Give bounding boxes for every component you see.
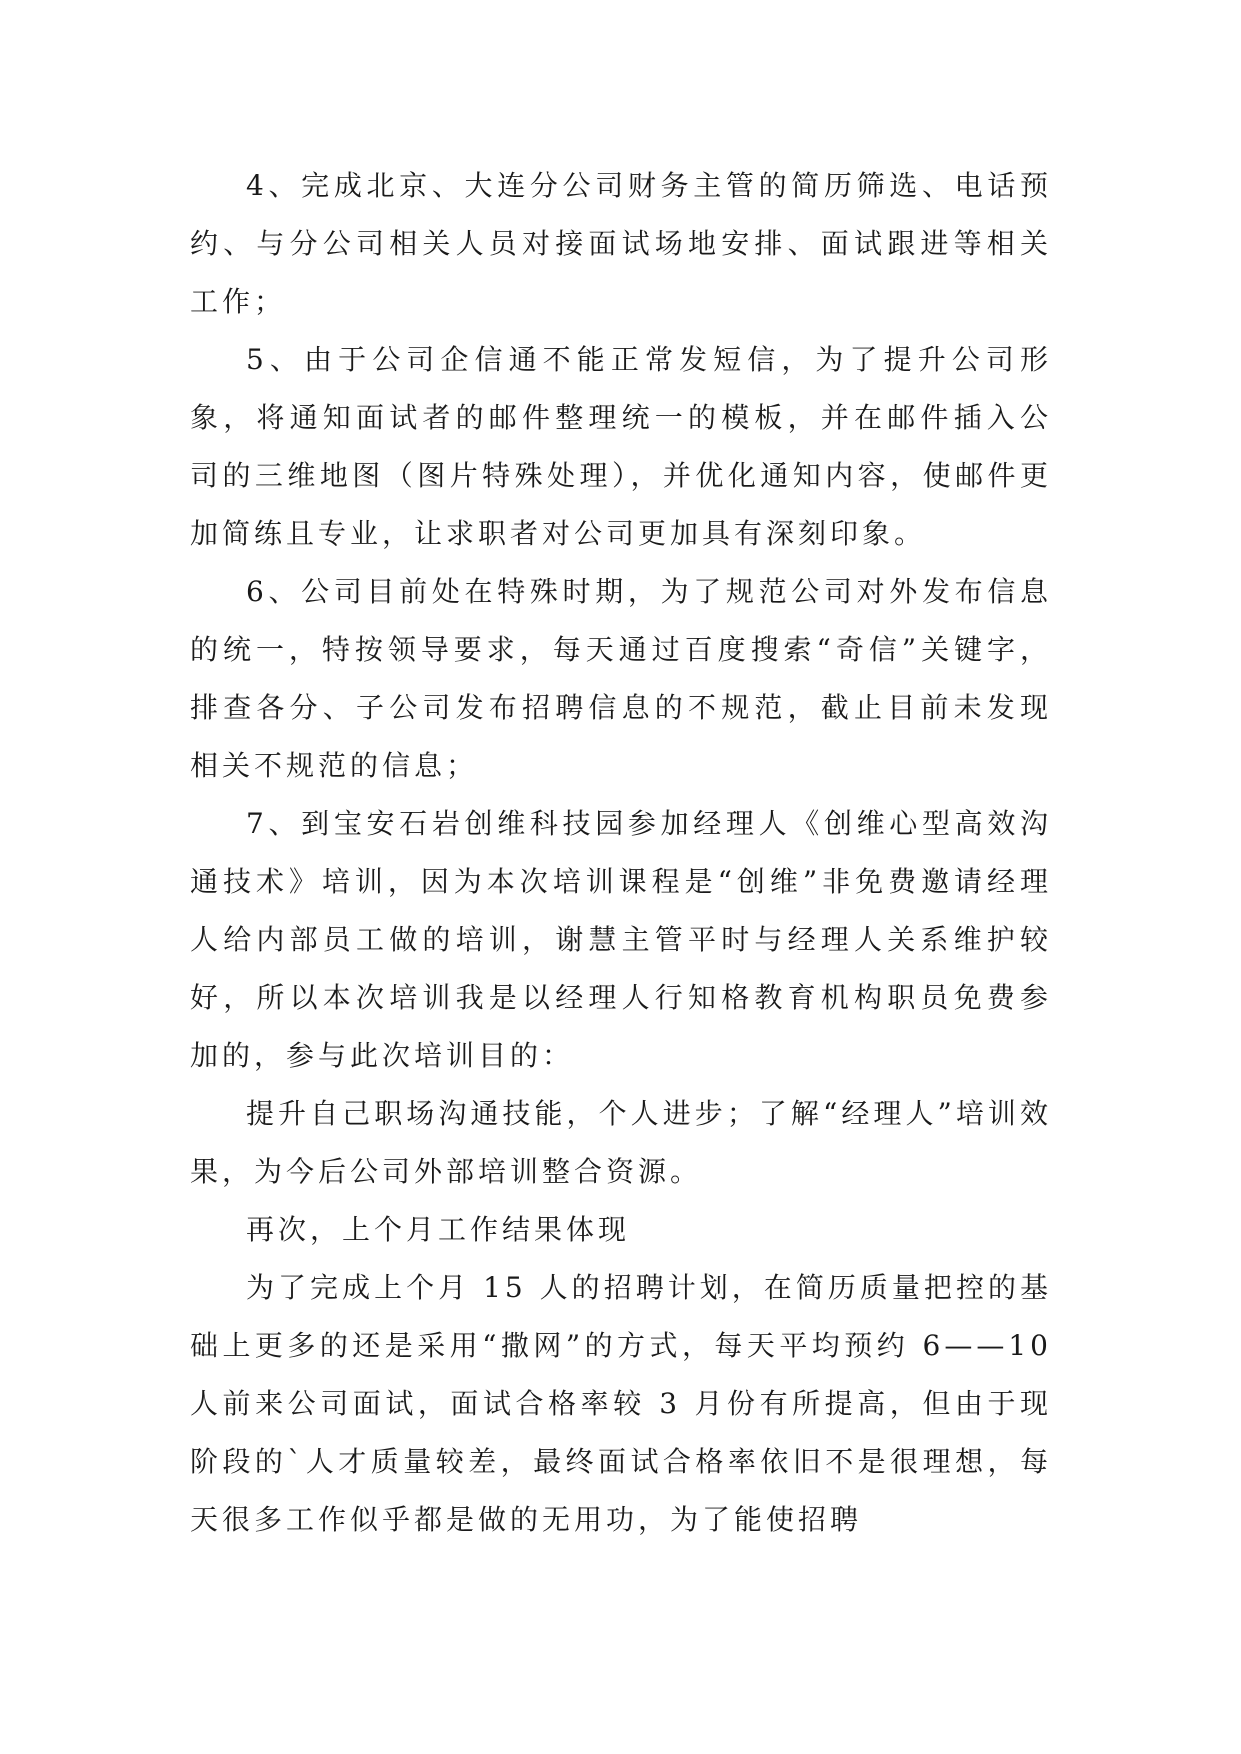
paragraph-results: 为了完成上个月 15 人的招聘计划，在简历质量把控的基础上更多的还是采用“撒网”的方式，每天平均预约 6——10 人前来公司面试，面试合格率较 3 月份有所提高，但由于现阶段的`人才质量较差，最终面试合格率依旧不是很理想，每天很多工作似乎都是做的无用功，为了能使招聘 xyxy=(190,1271,1052,1536)
paragraph-item-5: 5、由于公司企信通不能正常发短信，为了提升公司形象，将通知面试者的邮件整理统一的模板，并在邮件插入公司的三维地图（图片特殊处理），并优化通知内容，使邮件更加简练且专业，让求职者对公司更加具有深刻印象。 xyxy=(190,343,1052,550)
paragraph-item-6: 6、公司目前处在特殊时期，为了规范公司对外发布信息的统一，特按领导要求，每天通过百度搜索“奇信”关键字，排查各分、子公司发布招聘信息的不规范，截止目前未发现相关不规范的信息； xyxy=(190,575,1052,782)
paragraph-item-7: 7、到宝安石岩创维科技园参加经理人《创维心型高效沟通技术》培训，因为本次培训课程是“创维”非免费邀请经理人给内部员工做的培训，谢慧主管平时与经理人关系维护较好，所以本次培训我是以经理人行知格教育机构职员免费参加的，参与此次培训目的： xyxy=(190,807,1052,1072)
paragraph-item-4: 4、完成北京、大连分公司财务主管的简历筛选、电话预约、与分公司相关人员对接面试场地安排、面试跟进等相关工作； xyxy=(190,169,1052,318)
paragraph-training-purpose: 提升自己职场沟通技能，个人进步；了解“经理人”培训效果，为今后公司外部培训整合资源。 xyxy=(190,1097,1052,1188)
document-page xyxy=(190,157,1052,1549)
section-heading: 再次，上个月工作结果体现 xyxy=(246,1213,631,1246)
